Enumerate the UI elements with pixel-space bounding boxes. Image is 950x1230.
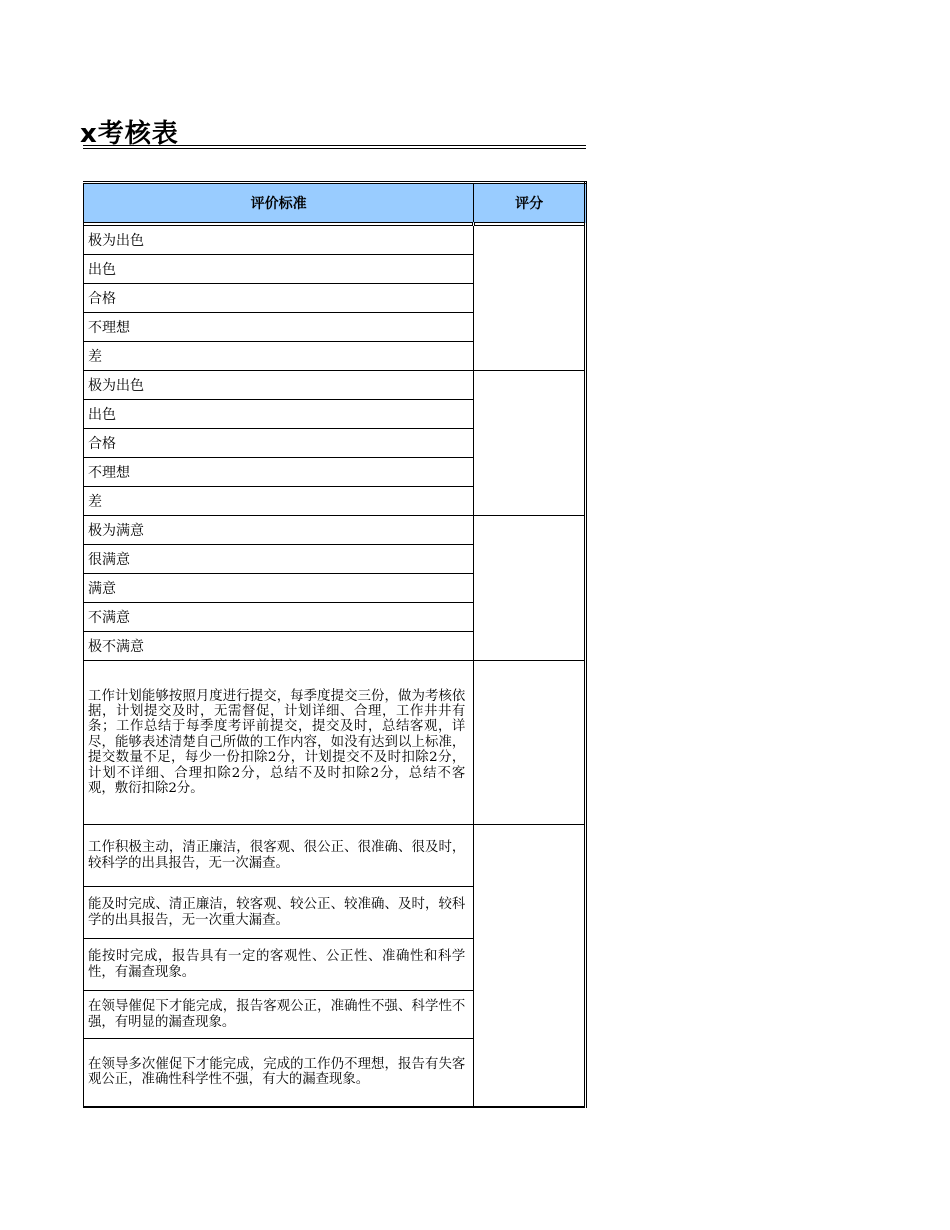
header-criteria: 评价标准 [84, 183, 474, 223]
criteria-paragraph: 在领导多次催促下才能完成，完成的工作仍不理想，报告有失客观公正，准确性科学性不强，有大的漏查现象。 [84, 1039, 474, 1107]
criteria-option: 不满意 [84, 603, 474, 632]
criteria-paragraph: 能按时完成，报告具有一定的客观性、公正性、准确性和科学性，有漏查现象。 [84, 939, 474, 991]
criteria-paragraph: 在领导催促下才能完成，报告客观公正，准确性不强、科学性不强，有明显的漏查现象。 [84, 991, 474, 1039]
criteria-paragraph: 工作积极主动，清正廉洁，很客观、很公正、很准确、很及时，较科学的出具报告，无一次漏查。 [84, 825, 474, 887]
criteria-option: 满意 [84, 574, 474, 603]
score-cell[interactable] [474, 825, 586, 1107]
table-row [84, 371, 586, 400]
table-row [84, 825, 586, 887]
score-cell[interactable] [474, 371, 586, 516]
criteria-option: 合格 [84, 284, 474, 313]
table-row [84, 226, 586, 255]
page-title: x考核表 [80, 119, 179, 149]
table-row [84, 661, 586, 825]
table-row [84, 516, 586, 545]
title-underline-double [83, 148, 586, 149]
criteria-option: 合格 [84, 429, 474, 458]
criteria-option: 极为出色 [84, 371, 474, 400]
criteria-paragraph: 能及时完成、清正廉洁，较客观、较公正、较准确、及时，较科学的出具报告，无一次重大漏查。 [84, 887, 474, 939]
table-header-row [84, 183, 586, 223]
title-underline [83, 145, 586, 146]
criteria-option: 差 [84, 487, 474, 516]
score-cell[interactable] [474, 226, 586, 371]
criteria-option: 极为满意 [84, 516, 474, 545]
criteria-option: 不理想 [84, 313, 474, 342]
criteria-option: 出色 [84, 255, 474, 284]
score-cell[interactable] [474, 516, 586, 661]
criteria-option: 出色 [84, 400, 474, 429]
criteria-option: 不理想 [84, 458, 474, 487]
criteria-option: 很满意 [84, 545, 474, 574]
score-cell[interactable] [474, 661, 586, 825]
criteria-option: 差 [84, 342, 474, 371]
criteria-option: 极为出色 [84, 226, 474, 255]
header-score: 评分 [474, 183, 586, 223]
criteria-option: 极不满意 [84, 632, 474, 661]
criteria-paragraph: 工作计划能够按照月度进行提交，每季度提交三份，做为考核依据，计划提交及时，无需督促，计划详细、合理，工作井井有条；工作总结于每季度考评前提交，提交及时，总结客观，详尽，能够表述清楚自己所做的工作内容，如没有达到以上标准，提交数量不足，每少一份扣除2分，计划提交不及时扣除2分，计划不详细、合理扣除2分，总结不及时扣除2分，总结不客观，敷衍扣除2分。 [84, 661, 474, 825]
evaluation-table [83, 181, 587, 1108]
